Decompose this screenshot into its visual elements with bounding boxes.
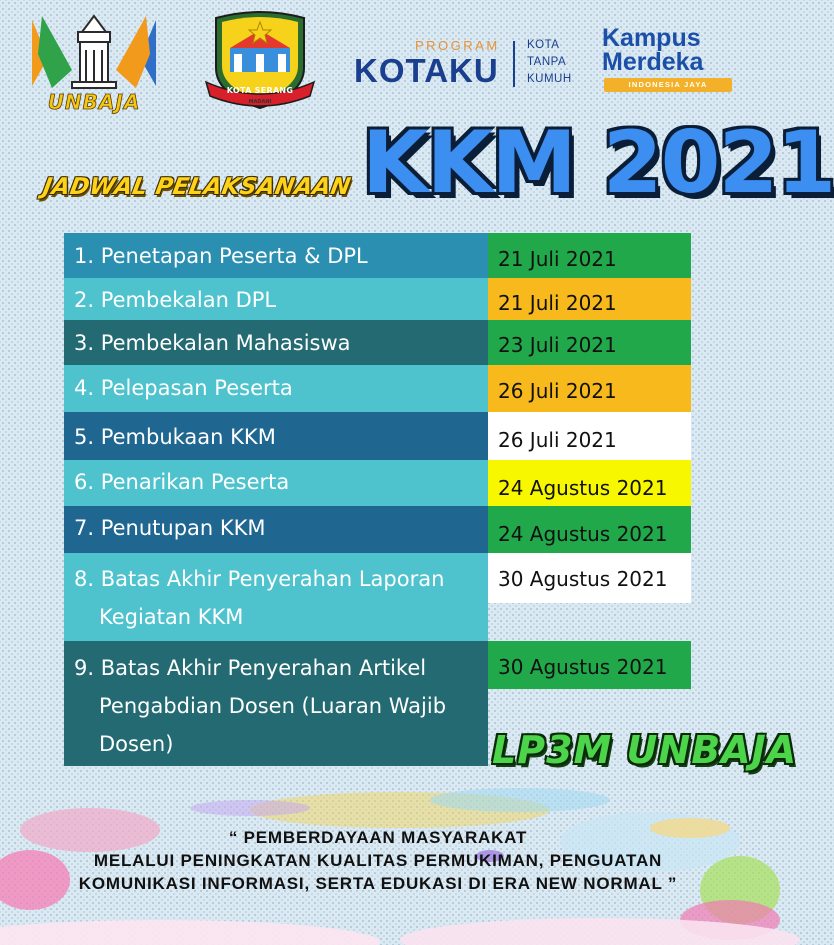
schedule-row-label: 6. Penarikan Peserta <box>64 460 488 506</box>
schedule-row-date: 26 Juli 2021 <box>488 412 691 460</box>
footer-quote-line2: MELALUI PENINGKATAN KUALITAS PERMUKIMAN, PENGUATAN <box>93 851 663 870</box>
schedule-row-label: 5. Pembukaan KKM <box>64 412 488 460</box>
kotaku-sub-2: TANPA <box>527 56 567 68</box>
kampus-merdeka-logo <box>600 24 740 100</box>
schedule-row-date: 26 Juli 2021 <box>488 365 691 412</box>
kampus-merdeka-line2: Merdeka <box>602 48 704 76</box>
kampus-merdeka-line1: Kampus <box>602 24 701 52</box>
schedule-row-date: 24 Agustus 2021 <box>488 460 691 506</box>
schedule-row-date: 21 Juli 2021 <box>488 278 691 320</box>
kotaku-program-text: PROGRAM <box>415 38 500 53</box>
schedule-row-label: 3. Pembekalan Mahasiswa <box>64 320 488 365</box>
schedule-row-label: 9. Batas Akhir Penyerahan Artikel Pengabdian Dosen (Luaran Wajib Dosen) <box>64 641 488 766</box>
schedule-subtitle: JADWAL PELAKSANAAN <box>40 174 353 200</box>
kampus-merdeka-tagline: INDONESIA JAYA <box>628 80 708 89</box>
footer-quote-line1: “ PEMBERDAYAAN MASYARAKAT <box>228 828 528 847</box>
unbaja-logo-text: UNBAJA <box>47 90 141 114</box>
kotaku-sub-1: KOTA <box>527 39 560 51</box>
organizer-label: LP3M UNBAJA <box>492 728 798 772</box>
schedule-row-date: 30 Agustus 2021 <box>488 641 691 689</box>
schedule-row-date: 30 Agustus 2021 <box>488 553 691 603</box>
kota-serang-logo-subtext: MADANI <box>248 99 272 105</box>
schedule-row-date: 21 Juli 2021 <box>488 233 691 278</box>
kota-serang-logo <box>200 8 320 116</box>
schedule-row-label: 2. Pembekalan DPL <box>64 278 488 320</box>
unbaja-emblem-icon <box>28 14 160 94</box>
kotaku-divider <box>513 41 515 87</box>
footer-quote-line3: KOMUNIKASI INFORMASI, SERTA EDUKASI DI ERA NEW NORMAL ” <box>78 874 678 893</box>
kotaku-sub-3: KUMUH <box>527 73 572 85</box>
schedule-row-label: 7. Penutupan KKM <box>64 506 488 553</box>
unbaja-logo <box>28 14 160 114</box>
schedule-row-date: 24 Agustus 2021 <box>488 506 691 553</box>
schedule-row-label: 4. Pelepasan Peserta <box>64 365 488 412</box>
kotaku-name: KOTAKU <box>354 52 499 89</box>
kota-serang-logo-text: KOTA SERANG <box>226 86 294 95</box>
kampus-merdeka-tagline-bar <box>604 78 732 92</box>
schedule-row-label: 8. Batas Akhir Penyerahan Laporan Kegiatan KKM <box>64 553 488 641</box>
footer-quote <box>20 826 736 895</box>
schedule-row-date: 23 Juli 2021 <box>488 320 691 365</box>
kotaku-logo <box>352 36 582 96</box>
page-title: KKM 2021 <box>362 113 834 213</box>
schedule-row-label: 1. Penetapan Peserta & DPL <box>64 233 488 278</box>
